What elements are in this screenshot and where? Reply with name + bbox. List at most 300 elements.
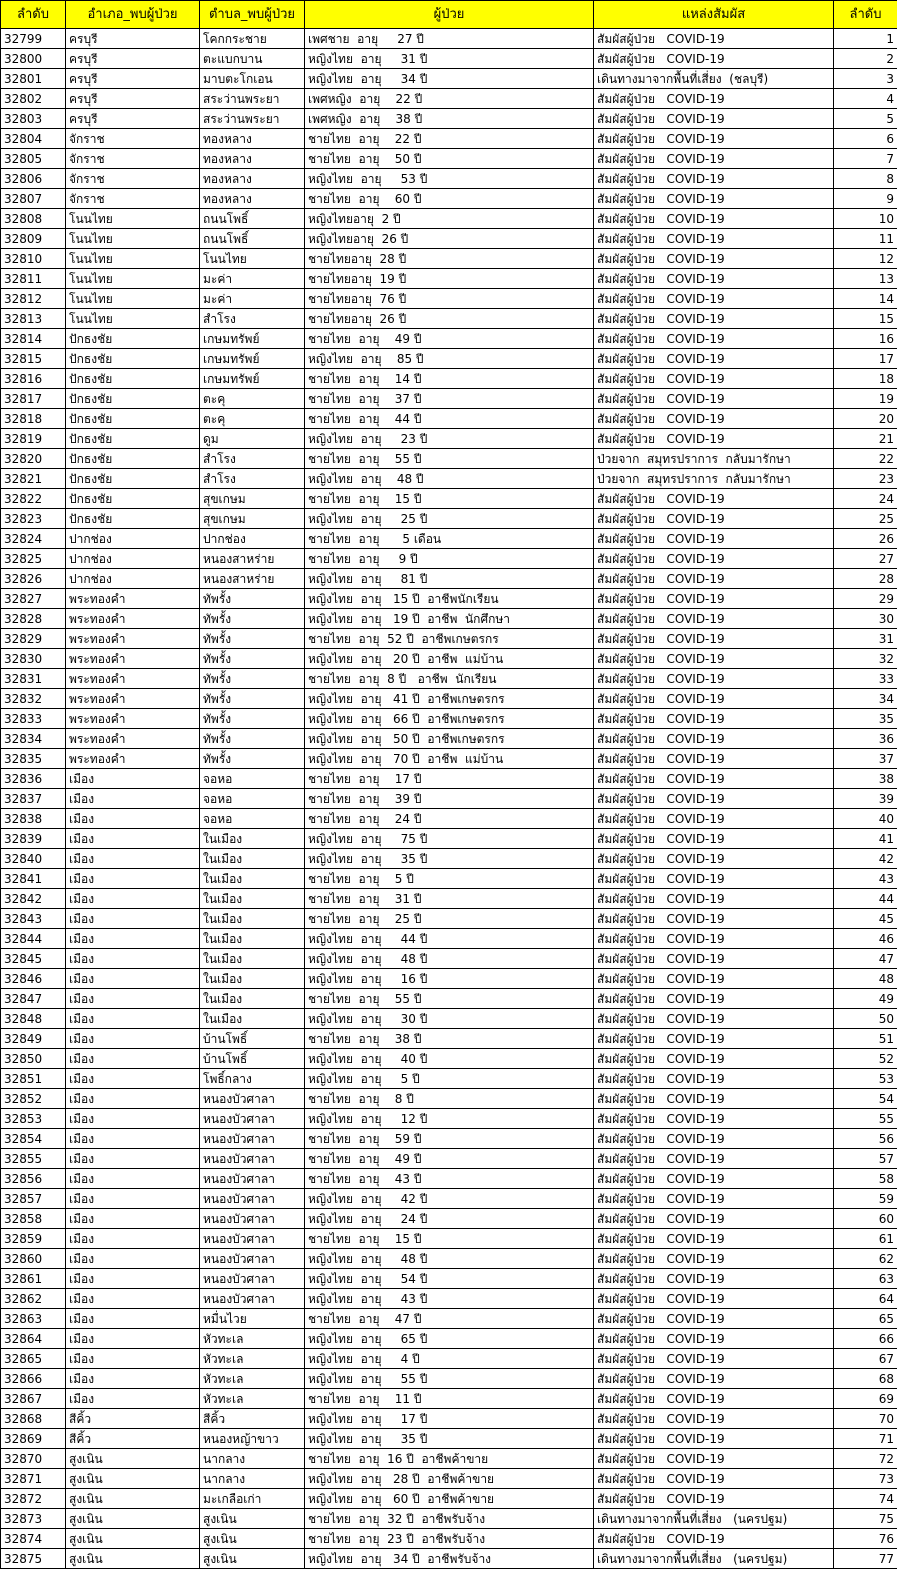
cell-sequence: 15 bbox=[834, 309, 897, 329]
cell-district: จักราช bbox=[66, 189, 200, 209]
cell-contact-source: สัมผัสผู้ป่วย COVID-19 bbox=[594, 669, 834, 689]
cell-district: ปากช่อง bbox=[66, 529, 200, 549]
cell-case-id: 32831 bbox=[1, 669, 66, 689]
cell-subdistrict: ทองหลาง bbox=[200, 129, 305, 149]
cell-sequence: 53 bbox=[834, 1069, 897, 1089]
cell-case-id: 32825 bbox=[1, 549, 66, 569]
table-row bbox=[1, 989, 897, 1009]
cell-case-id: 32799 bbox=[1, 29, 66, 49]
cell-case-id: 32850 bbox=[1, 1049, 66, 1069]
cell-district: ครบุรี bbox=[66, 69, 200, 89]
cell-patient: ชายไทย อายุ 52 ปี อาชีพเกษตรกร bbox=[305, 629, 594, 649]
cell-subdistrict: สำโรง bbox=[200, 449, 305, 469]
cell-patient: เพศหญิง อายุ 22 ปี bbox=[305, 89, 594, 109]
cell-case-id: 32861 bbox=[1, 1269, 66, 1289]
cell-sequence: 43 bbox=[834, 869, 897, 889]
cell-contact-source: สัมผัสผู้ป่วย COVID-19 bbox=[594, 169, 834, 189]
cell-subdistrict: ในเมือง bbox=[200, 909, 305, 929]
cell-contact-source: สัมผัสผู้ป่วย COVID-19 bbox=[594, 1049, 834, 1069]
cell-district: สูงเนิน bbox=[66, 1489, 200, 1509]
header-subdistrict: ตำบล_พบผู้ป่วย bbox=[200, 1, 305, 29]
cell-case-id: 32817 bbox=[1, 389, 66, 409]
cell-district: เมือง bbox=[66, 1049, 200, 1069]
table-row bbox=[1, 629, 897, 649]
table-row bbox=[1, 469, 897, 489]
table-row bbox=[1, 969, 897, 989]
cell-contact-source: สัมผัสผู้ป่วย COVID-19 bbox=[594, 1089, 834, 1109]
table-row bbox=[1, 909, 897, 929]
cell-subdistrict: หนองบัวศาลา bbox=[200, 1169, 305, 1189]
cell-contact-source: สัมผัสผู้ป่วย COVID-19 bbox=[594, 769, 834, 789]
cell-contact-source: สัมผัสผู้ป่วย COVID-19 bbox=[594, 349, 834, 369]
cell-patient: ชายไทย อายุ 60 ปี bbox=[305, 189, 594, 209]
header-case-id: ลำดับ bbox=[1, 1, 66, 29]
table-row bbox=[1, 749, 897, 769]
table-row bbox=[1, 1469, 897, 1489]
cell-patient: หญิงไทย อายุ 17 ปี bbox=[305, 1409, 594, 1429]
cell-contact-source: สัมผัสผู้ป่วย COVID-19 bbox=[594, 1349, 834, 1369]
cell-sequence: 32 bbox=[834, 649, 897, 669]
table-row bbox=[1, 369, 897, 389]
cell-case-id: 32802 bbox=[1, 89, 66, 109]
cell-subdistrict: ในเมือง bbox=[200, 969, 305, 989]
cell-sequence: 71 bbox=[834, 1429, 897, 1449]
cell-sequence: 28 bbox=[834, 569, 897, 589]
table-row bbox=[1, 1089, 897, 1109]
table-row bbox=[1, 769, 897, 789]
cell-subdistrict: ทองหลาง bbox=[200, 149, 305, 169]
header-contact-source: แหล่งสัมผัส bbox=[594, 1, 834, 29]
table-row bbox=[1, 569, 897, 589]
cell-district: ครบุรี bbox=[66, 49, 200, 69]
cell-sequence: 44 bbox=[834, 889, 897, 909]
cell-contact-source: สัมผัสผู้ป่วย COVID-19 bbox=[594, 1389, 834, 1409]
cell-case-id: 32845 bbox=[1, 949, 66, 969]
cell-sequence: 23 bbox=[834, 469, 897, 489]
header-district: อำเภอ_พบผู้ป่วย bbox=[66, 1, 200, 29]
cell-patient: ชายไทย อายุ 49 ปี bbox=[305, 1149, 594, 1169]
table-row bbox=[1, 29, 897, 49]
cell-district: ครบุรี bbox=[66, 89, 200, 109]
cell-patient: หญิงไทย อายุ 34 ปี bbox=[305, 69, 594, 89]
table-row bbox=[1, 669, 897, 689]
cell-patient: ชายไทย อายุ 32 ปี อาชีพรับจ้าง bbox=[305, 1509, 594, 1529]
cell-district: ปักธงชัย bbox=[66, 489, 200, 509]
cell-district: พระทองคำ bbox=[66, 749, 200, 769]
cell-case-id: 32818 bbox=[1, 409, 66, 429]
cell-case-id: 32800 bbox=[1, 49, 66, 69]
cell-contact-source: เดินทางมาจากพื้นที่เสี่ยง (ชลบุรี) bbox=[594, 69, 834, 89]
cell-case-id: 32808 bbox=[1, 209, 66, 229]
cell-patient: หญิงไทย อายุ 31 ปี bbox=[305, 49, 594, 69]
cell-district: เมือง bbox=[66, 1109, 200, 1129]
cell-subdistrict: สูงเนิน bbox=[200, 1549, 305, 1569]
cell-subdistrict: บ้านโพธิ์ bbox=[200, 1029, 305, 1049]
cell-patient: ชายไทย อายุ 14 ปี bbox=[305, 369, 594, 389]
table-row bbox=[1, 249, 897, 269]
cell-subdistrict: จอหอ bbox=[200, 809, 305, 829]
cell-district: ปักธงชัย bbox=[66, 429, 200, 449]
cell-sequence: 17 bbox=[834, 349, 897, 369]
cell-case-id: 32828 bbox=[1, 609, 66, 629]
table-row bbox=[1, 589, 897, 609]
table-row bbox=[1, 489, 897, 509]
cell-case-id: 32827 bbox=[1, 589, 66, 609]
cell-contact-source: สัมผัสผู้ป่วย COVID-19 bbox=[594, 1169, 834, 1189]
cell-case-id: 32822 bbox=[1, 489, 66, 509]
cell-case-id: 32829 bbox=[1, 629, 66, 649]
header-row bbox=[1, 1, 897, 29]
table-row bbox=[1, 1489, 897, 1509]
cell-district: จักราช bbox=[66, 169, 200, 189]
cell-sequence: 37 bbox=[834, 749, 897, 769]
cell-subdistrict: หนองบัวศาลา bbox=[200, 1089, 305, 1109]
cell-case-id: 32849 bbox=[1, 1029, 66, 1049]
cell-contact-source: สัมผัสผู้ป่วย COVID-19 bbox=[594, 509, 834, 529]
cell-district: ปักธงชัย bbox=[66, 389, 200, 409]
cell-sequence: 41 bbox=[834, 829, 897, 849]
cell-sequence: 18 bbox=[834, 369, 897, 389]
cell-sequence: 47 bbox=[834, 949, 897, 969]
cell-case-id: 32807 bbox=[1, 189, 66, 209]
cell-district: สีคิ้ว bbox=[66, 1409, 200, 1429]
table-row bbox=[1, 309, 897, 329]
table-row bbox=[1, 689, 897, 709]
cell-subdistrict: ตะคุ bbox=[200, 389, 305, 409]
cell-case-id: 32854 bbox=[1, 1129, 66, 1149]
cell-sequence: 26 bbox=[834, 529, 897, 549]
cell-sequence: 13 bbox=[834, 269, 897, 289]
cell-sequence: 46 bbox=[834, 929, 897, 949]
cell-sequence: 34 bbox=[834, 689, 897, 709]
header-sequence: ลำดับ bbox=[834, 1, 897, 29]
cell-patient: หญิงไทย อายุ 19 ปี อาชีพ นักศึกษา bbox=[305, 609, 594, 629]
cell-subdistrict: ทัพรั้ง bbox=[200, 709, 305, 729]
cell-contact-source: สัมผัสผู้ป่วย COVID-19 bbox=[594, 109, 834, 129]
cell-sequence: 58 bbox=[834, 1169, 897, 1189]
cell-subdistrict: ทองหลาง bbox=[200, 189, 305, 209]
table-row bbox=[1, 729, 897, 749]
cell-district: โนนไทย bbox=[66, 229, 200, 249]
cell-subdistrict: สุขเกษม bbox=[200, 489, 305, 509]
cell-district: ครบุรี bbox=[66, 29, 200, 49]
cell-patient: ชายไทย อายุ 15 ปี bbox=[305, 1229, 594, 1249]
cell-patient: หญิงไทย อายุ 48 ปี bbox=[305, 949, 594, 969]
cell-contact-source: สัมผัสผู้ป่วย COVID-19 bbox=[594, 1229, 834, 1249]
cell-subdistrict: หนองสาหร่าย bbox=[200, 569, 305, 589]
cell-contact-source: สัมผัสผู้ป่วย COVID-19 bbox=[594, 989, 834, 1009]
cell-district: โนนไทย bbox=[66, 249, 200, 269]
cell-case-id: 32874 bbox=[1, 1529, 66, 1549]
cell-district: เมือง bbox=[66, 829, 200, 849]
cell-sequence: 73 bbox=[834, 1469, 897, 1489]
cell-subdistrict: ในเมือง bbox=[200, 849, 305, 869]
cell-sequence: 72 bbox=[834, 1449, 897, 1469]
cell-subdistrict: หัวทะเล bbox=[200, 1369, 305, 1389]
cell-patient: หญิงไทย อายุ 34 ปี อาชีพรับจ้าง bbox=[305, 1549, 594, 1569]
cell-sequence: 24 bbox=[834, 489, 897, 509]
cell-district: เมือง bbox=[66, 1129, 200, 1149]
cell-case-id: 32875 bbox=[1, 1549, 66, 1569]
cell-sequence: 27 bbox=[834, 549, 897, 569]
cell-subdistrict: สูงเนิน bbox=[200, 1509, 305, 1529]
table-row bbox=[1, 1369, 897, 1389]
cell-sequence: 56 bbox=[834, 1129, 897, 1149]
cell-patient: ชายไทย อายุ 17 ปี bbox=[305, 769, 594, 789]
cell-case-id: 32815 bbox=[1, 349, 66, 369]
table-row bbox=[1, 69, 897, 89]
cell-sequence: 20 bbox=[834, 409, 897, 429]
cell-subdistrict: ทัพรั้ง bbox=[200, 609, 305, 629]
table-row bbox=[1, 1309, 897, 1329]
table-row bbox=[1, 1209, 897, 1229]
cell-contact-source: สัมผัสผู้ป่วย COVID-19 bbox=[594, 209, 834, 229]
cell-district: ปักธงชัย bbox=[66, 469, 200, 489]
cell-subdistrict: หนองบัวศาลา bbox=[200, 1129, 305, 1149]
cell-district: เมือง bbox=[66, 989, 200, 1009]
cell-district: เมือง bbox=[66, 1269, 200, 1289]
cell-sequence: 31 bbox=[834, 629, 897, 649]
cell-subdistrict: ในเมือง bbox=[200, 829, 305, 849]
cell-contact-source: ป่วยจาก สมุทรปราการ กลับมารักษา bbox=[594, 449, 834, 469]
cell-patient: หญิงไทย อายุ 85 ปี bbox=[305, 349, 594, 369]
cell-patient: หญิงไทย อายุ 40 ปี bbox=[305, 1049, 594, 1069]
cell-sequence: 35 bbox=[834, 709, 897, 729]
cell-contact-source: สัมผัสผู้ป่วย COVID-19 bbox=[594, 229, 834, 249]
cell-district: เมือง bbox=[66, 929, 200, 949]
cell-sequence: 22 bbox=[834, 449, 897, 469]
cell-case-id: 32872 bbox=[1, 1489, 66, 1509]
cell-contact-source: สัมผัสผู้ป่วย COVID-19 bbox=[594, 1009, 834, 1029]
cell-case-id: 32816 bbox=[1, 369, 66, 389]
cell-patient: หญิงไทยอายุ 2 ปี bbox=[305, 209, 594, 229]
cell-district: เมือง bbox=[66, 1249, 200, 1269]
cell-contact-source: สัมผัสผู้ป่วย COVID-19 bbox=[594, 809, 834, 829]
cell-subdistrict: บ้านโพธิ์ bbox=[200, 1049, 305, 1069]
cell-contact-source: สัมผัสผู้ป่วย COVID-19 bbox=[594, 629, 834, 649]
cell-district: เมือง bbox=[66, 869, 200, 889]
cell-sequence: 40 bbox=[834, 809, 897, 829]
cell-subdistrict: หนองบัวศาลา bbox=[200, 1149, 305, 1169]
cell-patient: ชายไทย อายุ 5 เดือน bbox=[305, 529, 594, 549]
cell-contact-source: สัมผัสผู้ป่วย COVID-19 bbox=[594, 1149, 834, 1169]
cell-district: ปากช่อง bbox=[66, 569, 200, 589]
cell-district: จักราช bbox=[66, 149, 200, 169]
cell-case-id: 32811 bbox=[1, 269, 66, 289]
table-row bbox=[1, 1249, 897, 1269]
cell-contact-source: สัมผัสผู้ป่วย COVID-19 bbox=[594, 829, 834, 849]
cell-sequence: 42 bbox=[834, 849, 897, 869]
cell-sequence: 7 bbox=[834, 149, 897, 169]
cell-district: โนนไทย bbox=[66, 309, 200, 329]
cell-contact-source: สัมผัสผู้ป่วย COVID-19 bbox=[594, 1309, 834, 1329]
cell-patient: หญิงไทย อายุ 66 ปี อาชีพเกษตรกร bbox=[305, 709, 594, 729]
cell-subdistrict: หนองหญ้าขาว bbox=[200, 1429, 305, 1449]
cell-sequence: 70 bbox=[834, 1409, 897, 1429]
cell-case-id: 32869 bbox=[1, 1429, 66, 1449]
cell-contact-source: สัมผัสผู้ป่วย COVID-19 bbox=[594, 889, 834, 909]
cell-sequence: 14 bbox=[834, 289, 897, 309]
cell-patient: หญิงไทย อายุ 23 ปี bbox=[305, 429, 594, 449]
cell-patient: ชายไทย อายุ 44 ปี bbox=[305, 409, 594, 429]
cell-subdistrict: ในเมือง bbox=[200, 869, 305, 889]
cell-contact-source: สัมผัสผู้ป่วย COVID-19 bbox=[594, 149, 834, 169]
cell-patient: หญิงไทย อายุ 20 ปี อาชีพ แม่บ้าน bbox=[305, 649, 594, 669]
cell-patient: หญิงไทยอายุ 26 ปี bbox=[305, 229, 594, 249]
cell-contact-source: สัมผัสผู้ป่วย COVID-19 bbox=[594, 369, 834, 389]
cell-district: พระทองคำ bbox=[66, 649, 200, 669]
table-row bbox=[1, 849, 897, 869]
cell-patient: หญิงไทย อายุ 50 ปี อาชีพเกษตรกร bbox=[305, 729, 594, 749]
cell-subdistrict: ตะคุ bbox=[200, 409, 305, 429]
cell-sequence: 11 bbox=[834, 229, 897, 249]
cell-subdistrict: นากลาง bbox=[200, 1449, 305, 1469]
cell-subdistrict: ทัพรั้ง bbox=[200, 729, 305, 749]
table-row bbox=[1, 149, 897, 169]
cell-contact-source: สัมผัสผู้ป่วย COVID-19 bbox=[594, 1029, 834, 1049]
table-row bbox=[1, 289, 897, 309]
cell-case-id: 32865 bbox=[1, 1349, 66, 1369]
cell-contact-source: สัมผัสผู้ป่วย COVID-19 bbox=[594, 309, 834, 329]
cell-contact-source: สัมผัสผู้ป่วย COVID-19 bbox=[594, 409, 834, 429]
cell-contact-source: ป่วยจาก สมุทรปราการ กลับมารักษา bbox=[594, 469, 834, 489]
cell-patient: หญิงไทย อายุ 15 ปี อาชีพนักเรียน bbox=[305, 589, 594, 609]
cell-district: ปักธงชัย bbox=[66, 409, 200, 429]
cell-sequence: 69 bbox=[834, 1389, 897, 1409]
cell-patient: หญิงไทย อายุ 65 ปี bbox=[305, 1329, 594, 1349]
cell-case-id: 32855 bbox=[1, 1149, 66, 1169]
table-row bbox=[1, 1049, 897, 1069]
cell-patient: หญิงไทย อายุ 44 ปี bbox=[305, 929, 594, 949]
cell-contact-source: สัมผัสผู้ป่วย COVID-19 bbox=[594, 649, 834, 669]
cell-case-id: 32820 bbox=[1, 449, 66, 469]
cell-subdistrict: ถนนโพธิ์ bbox=[200, 209, 305, 229]
cell-patient: หญิงไทย อายุ 81 ปี bbox=[305, 569, 594, 589]
cell-patient: ชายไทย อายุ 39 ปี bbox=[305, 789, 594, 809]
table-row bbox=[1, 1389, 897, 1409]
cell-case-id: 32836 bbox=[1, 769, 66, 789]
cell-case-id: 32862 bbox=[1, 1289, 66, 1309]
cell-case-id: 32806 bbox=[1, 169, 66, 189]
cell-subdistrict: สูงเนิน bbox=[200, 1529, 305, 1549]
cell-subdistrict: มะค่า bbox=[200, 289, 305, 309]
cell-district: เมือง bbox=[66, 1369, 200, 1389]
cell-district: ปักธงชัย bbox=[66, 329, 200, 349]
cell-patient: หญิงไทย อายุ 35 ปี bbox=[305, 849, 594, 869]
cell-patient: ชายไทย อายุ 55 ปี bbox=[305, 449, 594, 469]
cell-contact-source: สัมผัสผู้ป่วย COVID-19 bbox=[594, 269, 834, 289]
cell-contact-source: สัมผัสผู้ป่วย COVID-19 bbox=[594, 969, 834, 989]
table-row bbox=[1, 1269, 897, 1289]
table-row bbox=[1, 1529, 897, 1549]
cell-subdistrict: หนองบัวศาลา bbox=[200, 1249, 305, 1269]
cell-patient: เพศชาย อายุ 27 ปี bbox=[305, 29, 594, 49]
cell-district: พระทองคำ bbox=[66, 629, 200, 649]
cell-district: เมือง bbox=[66, 1309, 200, 1329]
table-row bbox=[1, 269, 897, 289]
cell-district: ปักธงชัย bbox=[66, 369, 200, 389]
table-row bbox=[1, 609, 897, 629]
cell-case-id: 32863 bbox=[1, 1309, 66, 1329]
cell-contact-source: สัมผัสผู้ป่วย COVID-19 bbox=[594, 909, 834, 929]
table-row bbox=[1, 1449, 897, 1469]
cell-sequence: 16 bbox=[834, 329, 897, 349]
table-row bbox=[1, 409, 897, 429]
cell-sequence: 38 bbox=[834, 769, 897, 789]
cell-subdistrict: สระว่านพระยา bbox=[200, 109, 305, 129]
table-row bbox=[1, 809, 897, 829]
cell-district: เมือง bbox=[66, 809, 200, 829]
cell-district: พระทองคำ bbox=[66, 669, 200, 689]
cell-subdistrict: ทัพรั้ง bbox=[200, 749, 305, 769]
table-row bbox=[1, 89, 897, 109]
cell-district: เมือง bbox=[66, 1009, 200, 1029]
cell-contact-source: สัมผัสผู้ป่วย COVID-19 bbox=[594, 729, 834, 749]
cell-case-id: 32833 bbox=[1, 709, 66, 729]
cell-subdistrict: ทัพรั้ง bbox=[200, 689, 305, 709]
cell-patient: หญิงไทย อายุ 28 ปี อาชีพค้าขาย bbox=[305, 1469, 594, 1489]
cell-patient: ชายไทย อายุ 22 ปี bbox=[305, 129, 594, 149]
cell-district: เมือง bbox=[66, 909, 200, 929]
table-row bbox=[1, 789, 897, 809]
cell-district: เมือง bbox=[66, 1089, 200, 1109]
cell-sequence: 36 bbox=[834, 729, 897, 749]
cell-contact-source: สัมผัสผู้ป่วย COVID-19 bbox=[594, 1209, 834, 1229]
cell-sequence: 2 bbox=[834, 49, 897, 69]
cell-subdistrict: ในเมือง bbox=[200, 929, 305, 949]
cell-contact-source: สัมผัสผู้ป่วย COVID-19 bbox=[594, 1449, 834, 1469]
cell-subdistrict: มะค่า bbox=[200, 269, 305, 289]
cell-subdistrict: ทัพรั้ง bbox=[200, 629, 305, 649]
cell-district: เมือง bbox=[66, 1149, 200, 1169]
cell-district: เมือง bbox=[66, 1209, 200, 1229]
cell-case-id: 32801 bbox=[1, 69, 66, 89]
cell-subdistrict: โพธิ์กลาง bbox=[200, 1069, 305, 1089]
table-row bbox=[1, 109, 897, 129]
cell-sequence: 3 bbox=[834, 69, 897, 89]
cell-sequence: 25 bbox=[834, 509, 897, 529]
cell-patient: หญิงไทย อายุ 41 ปี อาชีพเกษตรกร bbox=[305, 689, 594, 709]
cell-contact-source: สัมผัสผู้ป่วย COVID-19 bbox=[594, 1329, 834, 1349]
cell-patient: หญิงไทย อายุ 54 ปี bbox=[305, 1269, 594, 1289]
cell-patient: ชายไทย อายุ 5 ปี bbox=[305, 869, 594, 889]
cell-case-id: 32834 bbox=[1, 729, 66, 749]
cell-case-id: 32843 bbox=[1, 909, 66, 929]
table-row bbox=[1, 1429, 897, 1449]
table-row bbox=[1, 829, 897, 849]
table-row bbox=[1, 1409, 897, 1429]
cell-sequence: 50 bbox=[834, 1009, 897, 1029]
cell-subdistrict: หัวทะเล bbox=[200, 1329, 305, 1349]
cell-sequence: 12 bbox=[834, 249, 897, 269]
cell-patient: ชายไทย อายุ 15 ปี bbox=[305, 489, 594, 509]
table-row bbox=[1, 949, 897, 969]
cell-sequence: 19 bbox=[834, 389, 897, 409]
cell-subdistrict: มะเกลือเก่า bbox=[200, 1489, 305, 1509]
table-row bbox=[1, 1069, 897, 1089]
cell-district: เมือง bbox=[66, 849, 200, 869]
cell-case-id: 32813 bbox=[1, 309, 66, 329]
table-row bbox=[1, 449, 897, 469]
cell-case-id: 32871 bbox=[1, 1469, 66, 1489]
cell-contact-source: สัมผัสผู้ป่วย COVID-19 bbox=[594, 589, 834, 609]
cell-patient: ชายไทย อายุ 25 ปี bbox=[305, 909, 594, 929]
cell-contact-source: สัมผัสผู้ป่วย COVID-19 bbox=[594, 749, 834, 769]
cell-sequence: 76 bbox=[834, 1529, 897, 1549]
cell-case-id: 32858 bbox=[1, 1209, 66, 1229]
cell-patient: หญิงไทย อายุ 24 ปี bbox=[305, 1209, 594, 1229]
cell-district: เมือง bbox=[66, 1069, 200, 1089]
